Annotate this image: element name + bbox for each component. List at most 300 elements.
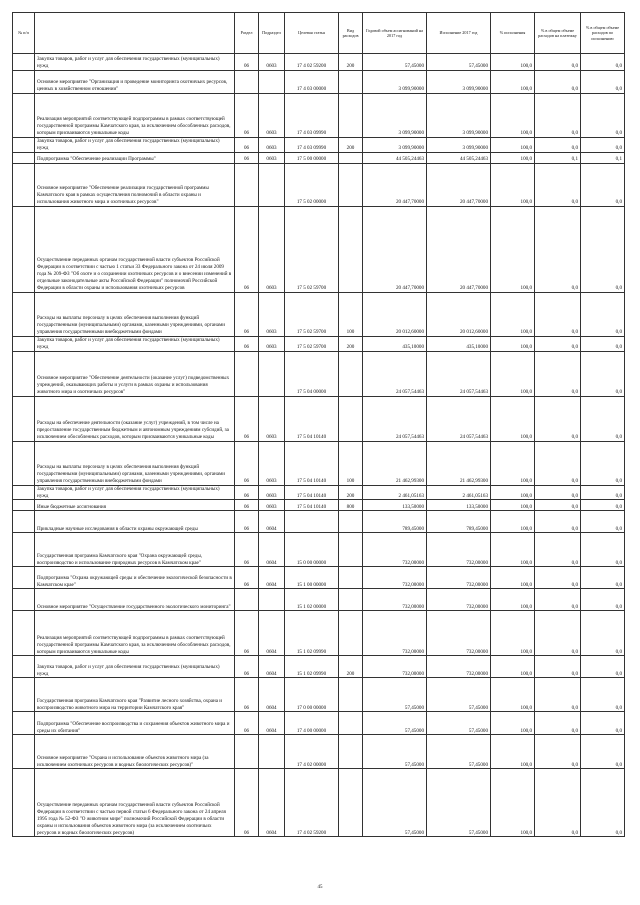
- row-execution: 44 505,24463: [427, 152, 491, 163]
- row-target-article: 17 5 04 10140: [285, 485, 339, 500]
- table-row: [13, 138, 625, 153]
- row-name: Закупка товаров, работ и услуг для обеспечения государственных (муниципальных) нужд: [35, 336, 235, 351]
- row-execution: 732,00000: [427, 656, 491, 678]
- row-podrazdel: [259, 351, 285, 396]
- row-expense-type: [339, 71, 363, 94]
- row-number: [13, 656, 35, 678]
- row-share-plan: 0,0: [535, 567, 581, 589]
- row-annual-plan: 57,45000: [363, 735, 427, 769]
- row-number: [13, 206, 35, 292]
- row-expense-type: 100: [339, 292, 363, 336]
- row-execution: 20 447,70000: [427, 163, 491, 206]
- row-podrazdel: 0603: [259, 500, 285, 511]
- row-execution: 20 447,70000: [427, 206, 491, 292]
- row-execution-percent: 100,0: [491, 656, 535, 678]
- row-expense-type: 200: [339, 656, 363, 678]
- row-podrazdel: 0603: [259, 485, 285, 500]
- row-execution-percent: 100,0: [491, 94, 535, 138]
- row-share-execution: 0,0: [581, 138, 625, 153]
- row-execution: 57,45000: [427, 678, 491, 712]
- row-target-article: 17 5 04 10140: [285, 441, 339, 485]
- row-podrazdel: 0603: [259, 336, 285, 351]
- row-share-execution: 0,0: [581, 511, 625, 533]
- row-podrazdel: [259, 163, 285, 206]
- table-row: [13, 678, 625, 712]
- row-share-plan: 0,0: [535, 396, 581, 441]
- row-share-plan: 0,0: [535, 735, 581, 769]
- row-share-plan: 0,0: [535, 712, 581, 735]
- row-share-execution: 0,0: [581, 94, 625, 138]
- row-razdel: 06: [235, 396, 259, 441]
- row-razdel: 06: [235, 441, 259, 485]
- row-podrazdel: 0604: [259, 678, 285, 712]
- row-number: [13, 611, 35, 656]
- col-header-target-article: Целевая статья: [285, 13, 339, 54]
- col-header-execution-percent: % исполнения: [491, 13, 535, 54]
- row-expense-type: [339, 589, 363, 611]
- row-share-plan: 0,0: [535, 678, 581, 712]
- row-name: Закупка товаров, работ и услуг для обеспечения государственных (муниципальных) нужд: [35, 656, 235, 678]
- row-razdel: [235, 163, 259, 206]
- row-name: Основное мероприятие "Организация и проведение мониторинга охотничьих ресурсов, ценных в хозяйственном отношении": [35, 71, 235, 94]
- row-share-plan: 0,0: [535, 94, 581, 138]
- row-name: Основное мероприятие "Осуществление государственного экологического мониторинга": [35, 589, 235, 611]
- row-annual-plan: 3 099,90000: [363, 71, 427, 94]
- row-execution: 24 057,54463: [427, 351, 491, 396]
- row-target-article: 15 1 00 00000: [285, 567, 339, 589]
- row-target-article: 17 5 02 00000: [285, 163, 339, 206]
- row-expense-type: [339, 351, 363, 396]
- col-header-expense-type: Вид расходов: [339, 13, 363, 54]
- row-execution-percent: 100,0: [491, 152, 535, 163]
- table-row: [13, 71, 625, 94]
- row-name: Подпрограмма "Обеспечение реализации Программы": [35, 152, 235, 163]
- row-podrazdel: 0603: [259, 396, 285, 441]
- row-execution: 21 462,99300: [427, 441, 491, 485]
- row-target-article: 15 0 00 00000: [285, 533, 339, 567]
- page-number: 45: [317, 885, 323, 890]
- document-page: [12, 12, 624, 837]
- row-share-plan: 0,0: [535, 511, 581, 533]
- row-execution-percent: 100,0: [491, 567, 535, 589]
- row-razdel: 06: [235, 678, 259, 712]
- row-target-article: [285, 511, 339, 533]
- row-share-plan: 0,0: [535, 485, 581, 500]
- row-execution: 732,00000: [427, 567, 491, 589]
- row-expense-type: 200: [339, 54, 363, 71]
- col-header-number: № п/п: [13, 13, 35, 54]
- row-share-plan: 0,0: [535, 206, 581, 292]
- row-razdel: [235, 351, 259, 396]
- row-number: [13, 138, 35, 153]
- row-name: Подпрограмма "Охрана окружающей среды и обеспечение экологической безопасности в Камчатском крае": [35, 567, 235, 589]
- row-target-article: 17 5 04 00000: [285, 351, 339, 396]
- row-razdel: 06: [235, 656, 259, 678]
- row-number: [13, 94, 35, 138]
- row-target-article: 17 4 02 59200: [285, 769, 339, 837]
- row-name: Закупка товаров, работ и услуг для обеспечения государственных (муниципальных) нужд: [35, 485, 235, 500]
- row-number: [13, 54, 35, 71]
- col-header-execution: Исполнение 2017 год: [427, 13, 491, 54]
- table-row: [13, 656, 625, 678]
- table-header-row: [13, 13, 625, 54]
- table-row: [13, 396, 625, 441]
- row-target-article: 17 5 02 59700: [285, 206, 339, 292]
- row-share-plan: 0,0: [535, 441, 581, 485]
- row-razdel: 06: [235, 567, 259, 589]
- row-share-plan: 0,0: [535, 163, 581, 206]
- row-annual-plan: 20 447,70000: [363, 163, 427, 206]
- table-row: [13, 351, 625, 396]
- row-share-execution: 0,0: [581, 292, 625, 336]
- row-execution: 732,00000: [427, 533, 491, 567]
- row-name: Государственная программа Камчатского края "Охрана окружающей среды, воспроизводство и использование природных ресурсов в Камчатском крае": [35, 533, 235, 567]
- row-podrazdel: 0603: [259, 441, 285, 485]
- row-number: [13, 511, 35, 533]
- row-annual-plan: 57,45000: [363, 54, 427, 71]
- row-execution-percent: 100,0: [491, 769, 535, 837]
- row-share-plan: 0,0: [535, 656, 581, 678]
- table-row: [13, 712, 625, 735]
- row-razdel: 06: [235, 712, 259, 735]
- row-execution: 24 057,54463: [427, 396, 491, 441]
- row-target-article: 17 4 02 59200: [285, 54, 339, 71]
- row-number: [13, 336, 35, 351]
- row-razdel: 06: [235, 54, 259, 71]
- row-execution-percent: 100,0: [491, 611, 535, 656]
- row-share-plan: 0,0: [535, 351, 581, 396]
- row-name: Расходы на обеспечение деятельности (оказание услуг) учреждений, в том числе на предоставление государственным бюджетным и автономным учреждениям субсидий, за исключением обособленных расходов, которым присваиваются уникальные коды: [35, 396, 235, 441]
- row-name: Закупка товаров, работ и услуг для обеспечения государственных (муниципальных) нужд: [35, 138, 235, 153]
- row-razdel: 06: [235, 336, 259, 351]
- row-execution: 133,50000: [427, 500, 491, 511]
- row-execution: 20 012,60000: [427, 292, 491, 336]
- table-row: [13, 769, 625, 837]
- col-header-name: [35, 13, 235, 54]
- row-razdel: [235, 71, 259, 94]
- row-share-plan: 0,0: [535, 500, 581, 511]
- row-execution-percent: 100,0: [491, 735, 535, 769]
- row-podrazdel: 0604: [259, 712, 285, 735]
- row-share-execution: 0,0: [581, 712, 625, 735]
- row-razdel: 06: [235, 511, 259, 533]
- row-number: [13, 351, 35, 396]
- row-annual-plan: 789,45000: [363, 511, 427, 533]
- table-row: [13, 54, 625, 71]
- row-number: [13, 71, 35, 94]
- table-row: [13, 206, 625, 292]
- row-execution-percent: 100,0: [491, 485, 535, 500]
- row-execution: 57,45000: [427, 735, 491, 769]
- row-share-plan: 0,0: [535, 611, 581, 656]
- row-number: [13, 292, 35, 336]
- row-share-execution: 0,0: [581, 769, 625, 837]
- row-target-article: 17 4 03 09990: [285, 94, 339, 138]
- row-name: Подпрограмма "Обеспечение воспроизводства и сохранения объектов животного мира и среды их обитания": [35, 712, 235, 735]
- row-number: [13, 152, 35, 163]
- row-share-execution: 0,0: [581, 589, 625, 611]
- row-name: Расходы на выплаты персоналу в целях обеспечения выполнения функций государственными (муниципальными) органами, казенными учреждениями, органами управления государственными внебюджетными фондами: [35, 441, 235, 485]
- row-annual-plan: 57,45000: [363, 678, 427, 712]
- row-podrazdel: 0603: [259, 138, 285, 153]
- row-share-plan: 0,0: [535, 769, 581, 837]
- row-expense-type: [339, 396, 363, 441]
- row-execution: 3 099,90000: [427, 94, 491, 138]
- row-execution-percent: 100,0: [491, 589, 535, 611]
- row-annual-plan: 20 447,70000: [363, 206, 427, 292]
- col-header-annual-plan: Годовой объем ассигнований на 2017 год: [363, 13, 427, 54]
- row-execution-percent: 100,0: [491, 533, 535, 567]
- row-razdel: 06: [235, 533, 259, 567]
- row-name: Осуществление переданных органам государственной власти субъектов Российской Федерации в соответствии с частью 1 статьи 33 Федерального закона от 24 июля 2009 года № 209-ФЗ "Об охоте и о сохранении охотничьих ресурсов и о внесении изменений в отдельные законодательные акты Российской Федерации" полномочий Российской Федерации в области охраны и использования охотничьих ресурсов: [35, 206, 235, 292]
- row-expense-type: 800: [339, 500, 363, 511]
- row-execution: 732,00000: [427, 611, 491, 656]
- table-row: [13, 533, 625, 567]
- row-share-execution: 0,0: [581, 567, 625, 589]
- row-expense-type: [339, 735, 363, 769]
- row-share-execution: 0,0: [581, 336, 625, 351]
- row-share-execution: 0,0: [581, 735, 625, 769]
- row-share-plan: 0,0: [535, 589, 581, 611]
- row-podrazdel: 0604: [259, 511, 285, 533]
- budget-table: [12, 12, 625, 837]
- row-annual-plan: 435,10000: [363, 336, 427, 351]
- row-razdel: 06: [235, 206, 259, 292]
- row-share-execution: 0,0: [581, 206, 625, 292]
- table-row: [13, 292, 625, 336]
- row-podrazdel: [259, 71, 285, 94]
- row-target-article: 17 5 00 00000: [285, 152, 339, 163]
- row-number: [13, 485, 35, 500]
- row-name: Основное мероприятие "Охрана и использование объектов животного мира (за исключением охотничьих ресурсов и водных биологических ресурсов)": [35, 735, 235, 769]
- row-execution: 732,00000: [427, 589, 491, 611]
- row-annual-plan: 20 012,60000: [363, 292, 427, 336]
- row-annual-plan: 3 099,90000: [363, 94, 427, 138]
- row-expense-type: [339, 511, 363, 533]
- col-header-razdel: Раздел: [235, 13, 259, 54]
- row-expense-type: [339, 712, 363, 735]
- row-name: Основное мероприятие "Обеспечение деятельности (оказание услуг) подведомственных учреждений, оказывающих работы и услуги в рамках охраны и использования животного мира и охотничьих ресурсов": [35, 351, 235, 396]
- row-razdel: [235, 589, 259, 611]
- row-execution-percent: 100,0: [491, 336, 535, 351]
- row-annual-plan: 3 099,90000: [363, 138, 427, 153]
- row-execution: 2 461,05163: [427, 485, 491, 500]
- table-row: [13, 163, 625, 206]
- row-annual-plan: 44 505,24463: [363, 152, 427, 163]
- row-share-plan: 0,0: [535, 292, 581, 336]
- row-share-plan: 0,0: [535, 71, 581, 94]
- row-target-article: 15 1 02 09990: [285, 611, 339, 656]
- row-podrazdel: 0603: [259, 152, 285, 163]
- row-expense-type: [339, 152, 363, 163]
- row-execution-percent: 100,0: [491, 511, 535, 533]
- row-expense-type: 200: [339, 336, 363, 351]
- row-annual-plan: 57,45000: [363, 712, 427, 735]
- row-name: Иные бюджетные ассигнования: [35, 500, 235, 511]
- row-number: [13, 712, 35, 735]
- row-podrazdel: 0604: [259, 533, 285, 567]
- row-name: Основное мероприятие "Обеспечение реализации государственной программы Камчатского края в рамках осуществления полномочий в области охраны и использования животного мира и охотничьих ресурсов": [35, 163, 235, 206]
- row-share-execution: 0,0: [581, 533, 625, 567]
- row-share-execution: 0,0: [581, 485, 625, 500]
- table-row: [13, 152, 625, 163]
- row-execution-percent: 100,0: [491, 138, 535, 153]
- row-share-plan: 0,0: [535, 336, 581, 351]
- row-name: Реализация мероприятий соответствующей подпрограммы в рамках соответствующей государственной программы Камчатского края, за исключением обособленных расходов, которым присваиваются уникальные коды: [35, 611, 235, 656]
- row-razdel: 06: [235, 94, 259, 138]
- row-share-execution: 0,0: [581, 396, 625, 441]
- row-annual-plan: 732,00000: [363, 533, 427, 567]
- row-execution: 57,45000: [427, 712, 491, 735]
- table-row: [13, 94, 625, 138]
- row-expense-type: [339, 769, 363, 837]
- row-share-execution: 0,0: [581, 54, 625, 71]
- row-podrazdel: 0604: [259, 769, 285, 837]
- row-name: Государственная программа Камчатского края "Развитие лесного хозяйства, охрана и воспроизводство животного мира на территории Камчатского края": [35, 678, 235, 712]
- row-share-execution: 0,0: [581, 656, 625, 678]
- row-podrazdel: [259, 589, 285, 611]
- row-expense-type: [339, 678, 363, 712]
- row-execution-percent: 100,0: [491, 54, 535, 71]
- row-execution-percent: 100,0: [491, 396, 535, 441]
- row-execution: 3 099,90000: [427, 71, 491, 94]
- row-execution-percent: 100,0: [491, 712, 535, 735]
- row-target-article: 17 0 00 00000: [285, 678, 339, 712]
- row-target-article: 17 5 02 59700: [285, 336, 339, 351]
- row-podrazdel: [259, 735, 285, 769]
- row-expense-type: [339, 611, 363, 656]
- row-target-article: 17 4 03 09990: [285, 138, 339, 153]
- row-share-plan: 0,0: [535, 533, 581, 567]
- row-target-article: 17 4 02 00000: [285, 735, 339, 769]
- row-podrazdel: 0603: [259, 94, 285, 138]
- row-number: [13, 769, 35, 837]
- row-podrazdel: 0604: [259, 611, 285, 656]
- row-name: Осуществление переданных органам государственной власти субъектов Российской Федерации в соответствии с частью первой статьи 6 Федерального закона от 24 апреля 1995 года № 52-ФЗ "О животном мире" полномочий Российской Федерации в области охраны и использования объектов животного мира (за исключением охотничьих ресурсов и водных биологических ресурсов): [35, 769, 235, 837]
- row-execution-percent: 100,0: [491, 163, 535, 206]
- row-expense-type: [339, 206, 363, 292]
- row-number: [13, 735, 35, 769]
- row-annual-plan: 2 461,05163: [363, 485, 427, 500]
- row-podrazdel: 0603: [259, 54, 285, 71]
- row-annual-plan: 21 462,99300: [363, 441, 427, 485]
- row-execution: 435,10000: [427, 336, 491, 351]
- row-execution-percent: 100,0: [491, 678, 535, 712]
- row-target-article: 17 4 03 00000: [285, 71, 339, 94]
- row-number: [13, 533, 35, 567]
- row-name: Закупка товаров, работ и услуг для обеспечения государственных (муниципальных) нужд: [35, 54, 235, 71]
- table-row: [13, 336, 625, 351]
- row-expense-type: [339, 567, 363, 589]
- row-expense-type: [339, 94, 363, 138]
- row-share-execution: 0,0: [581, 611, 625, 656]
- row-razdel: 06: [235, 769, 259, 837]
- row-expense-type: 200: [339, 485, 363, 500]
- row-annual-plan: 732,00000: [363, 611, 427, 656]
- col-header-share-execution: % в общем объеме расходов по исполнению: [581, 13, 625, 54]
- row-expense-type: [339, 533, 363, 567]
- row-execution: 789,45000: [427, 511, 491, 533]
- row-target-article: 17 4 00 00000: [285, 712, 339, 735]
- row-razdel: 06: [235, 292, 259, 336]
- row-name: Расходы на выплаты персоналу в целях обеспечения выполнения функций государственными (муниципальными) органами, казенными учреждениями, органами управления государственными внебюджетными фондами: [35, 292, 235, 336]
- table-row: [13, 485, 625, 500]
- row-name: Прикладные научные исследования в области охраны окружающей среды: [35, 511, 235, 533]
- table-row: [13, 735, 625, 769]
- table-body: [13, 54, 625, 837]
- row-number: [13, 441, 35, 485]
- row-annual-plan: 57,45000: [363, 769, 427, 837]
- row-annual-plan: 732,00000: [363, 567, 427, 589]
- row-share-execution: 0,0: [581, 441, 625, 485]
- col-header-share-plan: % в общем объеме расходов на платежку: [535, 13, 581, 54]
- row-execution: 57,45000: [427, 769, 491, 837]
- row-expense-type: [339, 163, 363, 206]
- table-row: [13, 589, 625, 611]
- row-share-execution: 0,0: [581, 71, 625, 94]
- row-razdel: 06: [235, 500, 259, 511]
- row-podrazdel: 0604: [259, 567, 285, 589]
- row-razdel: 06: [235, 152, 259, 163]
- row-podrazdel: 0604: [259, 656, 285, 678]
- row-share-plan: 0,1: [535, 152, 581, 163]
- row-razdel: [235, 735, 259, 769]
- row-podrazdel: 0603: [259, 292, 285, 336]
- row-annual-plan: 24 057,54463: [363, 351, 427, 396]
- table-row: [13, 500, 625, 511]
- row-target-article: 15 1 02 09990: [285, 656, 339, 678]
- row-number: [13, 396, 35, 441]
- row-target-article: 17 5 04 10140: [285, 500, 339, 511]
- row-execution-percent: 100,0: [491, 292, 535, 336]
- row-execution-percent: 100,0: [491, 206, 535, 292]
- row-number: [13, 500, 35, 511]
- row-execution-percent: 100,0: [491, 500, 535, 511]
- row-annual-plan: 732,00000: [363, 589, 427, 611]
- row-number: [13, 678, 35, 712]
- row-expense-type: 200: [339, 138, 363, 153]
- row-razdel: 06: [235, 611, 259, 656]
- row-annual-plan: 732,00000: [363, 656, 427, 678]
- row-share-plan: 0,0: [535, 138, 581, 153]
- table-row: [13, 567, 625, 589]
- row-share-execution: 0,0: [581, 500, 625, 511]
- row-number: [13, 567, 35, 589]
- row-expense-type: 100: [339, 441, 363, 485]
- row-target-article: 15 1 02 00000: [285, 589, 339, 611]
- row-share-plan: 0,0: [535, 54, 581, 71]
- col-header-podrazdel: Подраздел: [259, 13, 285, 54]
- row-number: [13, 589, 35, 611]
- row-number: [13, 163, 35, 206]
- row-razdel: 06: [235, 138, 259, 153]
- row-razdel: 06: [235, 485, 259, 500]
- row-execution-percent: 100,0: [491, 441, 535, 485]
- row-share-execution: 0,1: [581, 152, 625, 163]
- row-share-execution: 0,0: [581, 678, 625, 712]
- row-annual-plan: 24 057,54463: [363, 396, 427, 441]
- table-row: [13, 511, 625, 533]
- row-share-execution: 0,0: [581, 163, 625, 206]
- row-target-article: 17 5 02 59700: [285, 292, 339, 336]
- row-target-article: 17 5 04 10140: [285, 396, 339, 441]
- row-execution-percent: 100,0: [491, 71, 535, 94]
- row-share-execution: 0,0: [581, 351, 625, 396]
- row-execution-percent: 100,0: [491, 351, 535, 396]
- row-execution: 3 099,90000: [427, 138, 491, 153]
- table-row: [13, 441, 625, 485]
- row-annual-plan: 133,50000: [363, 500, 427, 511]
